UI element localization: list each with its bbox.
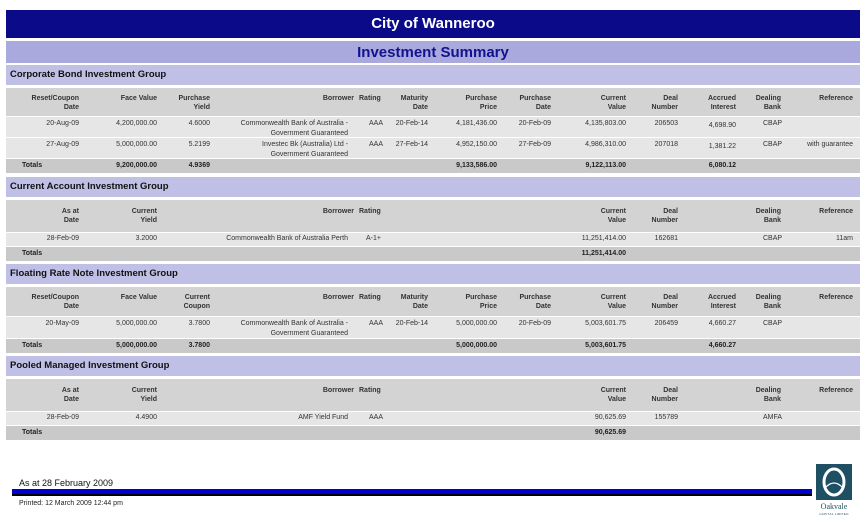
cell-maturity: 20-Feb-14 — [395, 320, 428, 327]
col-borrower: Borrower — [322, 294, 354, 301]
total-price: 9,133,586.00 — [456, 162, 497, 169]
col-borrower: Borrower — [322, 387, 354, 394]
logo-wordmark: Oakvale — [820, 502, 848, 511]
as-at-date-label: As at 28 February 2009 — [19, 478, 114, 488]
group-title-current-account: Current Account Investment Group — [6, 177, 860, 197]
printed-timestamp: Printed: 12 March 2009 12:44 pm — [19, 500, 123, 507]
col-reset-date: Reset/Coupon Date — [31, 95, 79, 111]
cell-as-at-date: 28-Feb-09 — [46, 414, 79, 421]
total-current-value: 11,251,414.00 — [581, 250, 626, 257]
col-current-yield: Current Yield — [131, 387, 157, 403]
cell-current-value: 90,625.69 — [594, 414, 626, 421]
col-purchase-yield: Purchase Yield — [178, 95, 210, 111]
col-current-value: Current Value — [600, 387, 626, 403]
oakvale-logo-icon — [816, 464, 852, 520]
total-current-value: 9,122,113.00 — [585, 162, 626, 169]
total-accrued: 6,080.12 — [708, 162, 736, 169]
col-rating: Rating — [359, 294, 381, 301]
totals-row-floating — [6, 339, 860, 353]
totals-row-pooled — [6, 426, 860, 440]
cell-current-value: 4,986,310.00 — [585, 141, 626, 148]
total-current-value: 90,625.69 — [594, 429, 626, 436]
cell-rating: AAA — [369, 414, 384, 421]
col-maturity-date: Maturity Date — [400, 294, 428, 310]
footer-divider-black — [12, 494, 812, 496]
cell-reference: with guarantee — [807, 141, 853, 148]
col-deal-number: Deal Number — [651, 294, 678, 310]
cell-maturity: 27-Feb-14 — [395, 141, 428, 148]
cell-face-value: 5,000,000.00 — [116, 141, 157, 148]
col-reference: Reference — [819, 208, 853, 215]
cell-yield: 3.2000 — [135, 235, 157, 242]
totals-label: Totals — [22, 162, 43, 169]
cell-dealing-bank: CBAP — [763, 235, 783, 242]
group-title-floating: Floating Rate Note Investment Group — [6, 264, 860, 284]
cell-price: 4,952,150.00 — [456, 141, 497, 148]
cell-accrued: 4,660.27 — [708, 320, 736, 327]
col-rating: Rating — [359, 208, 381, 215]
col-dealing-bank: Dealing Bank — [755, 95, 781, 111]
table-row — [6, 317, 860, 338]
cell-borrower: Commonwealth Bank of Australia Perth — [226, 235, 348, 242]
cell-face-value: 5,000,000.00 — [116, 320, 157, 327]
total-accrued: 4,660.27 — [708, 342, 736, 349]
cell-purchase-date: 27-Feb-09 — [518, 141, 551, 148]
cell-deal-number: 162681 — [654, 235, 678, 242]
col-purchase-price: Purchase Price — [465, 294, 497, 310]
col-purchase-price: Purchase Price — [465, 95, 497, 111]
cell-dealing-bank: CBAP — [763, 120, 783, 127]
page-title: City of Wanneroo — [6, 10, 860, 38]
col-accrued-interest: Accrued Interest — [707, 294, 736, 310]
total-price: 5,000,000.00 — [456, 342, 497, 349]
col-maturity-date: Maturity Date — [400, 95, 428, 111]
cell-rating: AAA — [369, 320, 384, 327]
col-accrued-interest: Accrued Interest — [707, 95, 736, 111]
table-header-corporate — [6, 88, 860, 116]
cell-yield: 4.4900 — [135, 414, 157, 421]
cell-current-value: 4,135,803.00 — [585, 120, 626, 127]
cell-deal-number: 155789 — [654, 414, 678, 421]
col-rating: Rating — [359, 95, 381, 102]
col-deal-number: Deal Number — [651, 387, 678, 403]
cell-accrued: 1,381.22 — [708, 143, 736, 150]
col-rating: Rating — [359, 387, 381, 394]
col-dealing-bank: Dealing Bank — [755, 208, 781, 224]
cell-deal-number: 206503 — [654, 120, 678, 127]
col-reference: Reference — [819, 294, 853, 301]
cell-rating: A-1+ — [366, 235, 381, 242]
cell-face-value: 4,200,000.00 — [116, 120, 157, 127]
cell-rating: AAA — [369, 120, 384, 127]
col-borrower: Borrower — [322, 95, 354, 102]
col-borrower: Borrower — [322, 208, 354, 215]
cell-borrower: Commonwealth Bank of Australia - Government Guaranteed — [240, 320, 348, 337]
table-row — [6, 412, 860, 425]
col-purchase-date: Purchase Date — [519, 95, 551, 111]
total-face-value: 9,200,000.00 — [116, 162, 157, 169]
col-reference: Reference — [819, 387, 853, 394]
col-dealing-bank: Dealing Bank — [755, 387, 781, 403]
table-row — [6, 138, 860, 158]
totals-label: Totals — [22, 250, 43, 257]
cell-dealing-bank: CBAP — [763, 141, 783, 148]
col-current-yield: Current Yield — [131, 208, 157, 224]
col-current-coupon: Current Coupon — [183, 294, 210, 310]
cell-as-at-date: 28-Feb-09 — [46, 235, 79, 242]
col-face-value: Face Value — [120, 95, 157, 102]
cell-purchase-date: 20-Feb-09 — [518, 120, 551, 127]
cell-reference: 11am — [836, 235, 853, 242]
col-deal-number: Deal Number — [651, 95, 678, 111]
col-reset-date: Reset/Coupon Date — [31, 294, 79, 310]
col-current-value: Current Value — [600, 95, 626, 111]
total-face-value: 5,000,000.00 — [116, 342, 157, 349]
col-current-value: Current Value — [600, 208, 626, 224]
cell-deal-number: 206459 — [654, 320, 678, 327]
totals-row-current-account — [6, 247, 860, 261]
report-subtitle: Investment Summary — [6, 41, 860, 63]
group-title-corporate: Corporate Bond Investment Group — [6, 65, 860, 85]
group-title-pooled: Pooled Managed Investment Group — [6, 356, 860, 376]
cell-maturity: 20-Feb-14 — [395, 120, 428, 127]
table-header-pooled — [6, 379, 860, 411]
table-row — [6, 233, 860, 246]
cell-coupon: 3.7800 — [188, 320, 210, 327]
totals-label: Totals — [22, 429, 43, 436]
cell-yield: 5.2199 — [188, 141, 210, 148]
total-yield: 4.9369 — [188, 162, 210, 169]
cell-dealing-bank: CBAP — [763, 320, 783, 327]
cell-reset-date: 27-Aug-09 — [46, 141, 79, 148]
cell-price: 4,181,436.00 — [456, 120, 497, 127]
logo-tagline: CAPITAL LIMITED — [819, 512, 849, 516]
col-as-at-date: As at Date — [61, 208, 79, 224]
col-face-value: Face Value — [120, 294, 157, 301]
col-deal-number: Deal Number — [651, 208, 678, 224]
cell-rating: AAA — [369, 141, 384, 148]
col-as-at-date: As at Date — [61, 387, 79, 403]
total-coupon: 3.7800 — [188, 342, 210, 349]
totals-row-corporate — [6, 159, 860, 173]
col-reference: Reference — [819, 95, 853, 102]
cell-price: 5,000,000.00 — [456, 320, 497, 327]
cell-borrower: Investec Bk (Australia) Ltd - Government Guaranteed — [262, 141, 348, 158]
table-row — [6, 117, 860, 137]
cell-yield: 4.6000 — [188, 120, 210, 127]
table-header-floating — [6, 287, 860, 316]
cell-reset-date: 20-May-09 — [45, 320, 79, 327]
col-current-value: Current Value — [600, 294, 626, 310]
table-header-current-account — [6, 200, 860, 232]
total-current-value: 5,003,601.75 — [585, 342, 626, 349]
col-purchase-date: Purchase Date — [519, 294, 551, 310]
cell-accrued: 4,698.90 — [708, 122, 736, 129]
logo-mark — [816, 464, 852, 500]
cell-current-value: 5,003,601.75 — [585, 320, 626, 327]
cell-deal-number: 207018 — [654, 141, 678, 148]
totals-label: Totals — [22, 342, 43, 349]
cell-borrower: AMF Yield Fund — [298, 414, 348, 421]
cell-dealing-bank: AMFA — [763, 414, 783, 421]
cell-borrower: Commonwealth Bank of Australia - Government Guaranteed — [240, 120, 348, 137]
col-dealing-bank: Dealing Bank — [755, 294, 781, 310]
cell-purchase-date: 20-Feb-09 — [518, 320, 551, 327]
cell-reset-date: 20-Aug-09 — [46, 120, 79, 127]
cell-current-value: 11,251,414.00 — [581, 235, 626, 242]
